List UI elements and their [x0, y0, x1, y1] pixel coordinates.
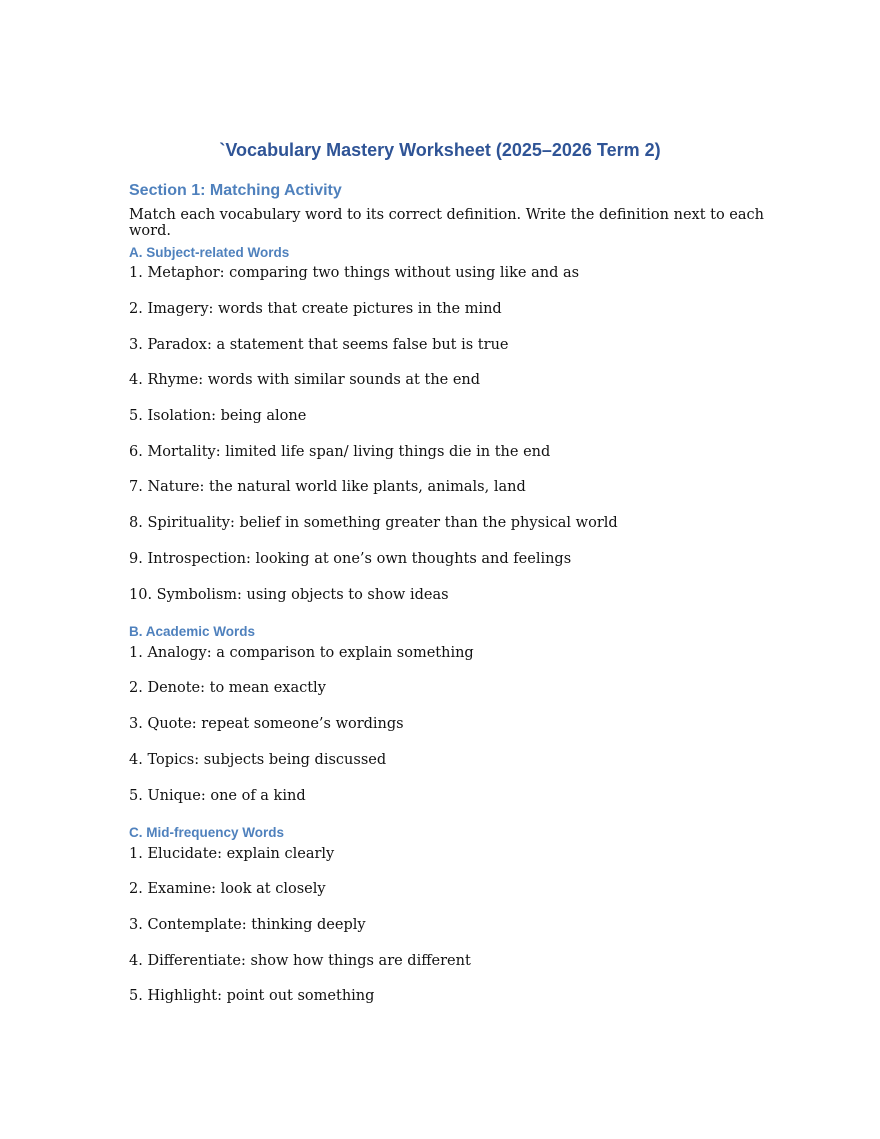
list-item: 7. Nature: the natural world like plants, animals, land: [129, 479, 526, 495]
list-item: 3. Quote: repeat someone’s wordings: [129, 716, 404, 732]
list-item: 9. Introspection: looking at one’s own thoughts and feelings: [129, 551, 572, 567]
list-item: 3. Contemplate: thinking deeply: [129, 917, 366, 933]
list-item: 8. Spirituality: belief in something greater than the physical world: [129, 515, 618, 531]
list-item: 2. Denote: to mean exactly: [129, 680, 326, 696]
list-item: 2. Imagery: words that create pictures in the mind: [129, 301, 502, 317]
group-a-heading: A. Subject-related Words: [129, 245, 290, 260]
list-item: 3. Paradox: a statement that seems false but is true: [129, 337, 509, 353]
list-item: 5. Unique: one of a kind: [129, 788, 306, 804]
list-item: 10. Symbolism: using objects to show ideas: [129, 587, 449, 603]
list-item: 2. Examine: look at closely: [129, 881, 326, 897]
list-item: 6. Mortality: limited life span/ living things die in the end: [129, 444, 551, 460]
list-item: 1. Metaphor: comparing two things without using like and as: [129, 265, 580, 281]
list-item: 5. Highlight: point out something: [129, 988, 375, 1004]
list-item: 1. Analogy: a comparison to explain something: [129, 645, 474, 661]
section-heading: Section 1: Matching Activity: [129, 182, 342, 199]
list-item: 4. Rhyme: words with similar sounds at the end: [129, 372, 481, 388]
instructions-text: Match each vocabulary word to its correct definition. Write the definition next to each word.: [129, 207, 764, 239]
list-item: 4. Differentiate: show how things are different: [129, 953, 471, 969]
list-item: 4. Topics: subjects being discussed: [129, 752, 387, 768]
group-c-heading: C. Mid-frequency Words: [129, 825, 285, 840]
list-item: 5. Isolation: being alone: [129, 408, 307, 424]
page-title: `Vocabulary Mastery Worksheet (2025–2026 Term 2): [219, 140, 661, 160]
group-b-heading: B. Academic Words: [129, 624, 256, 639]
list-item: 1. Elucidate: explain clearly: [129, 846, 335, 862]
